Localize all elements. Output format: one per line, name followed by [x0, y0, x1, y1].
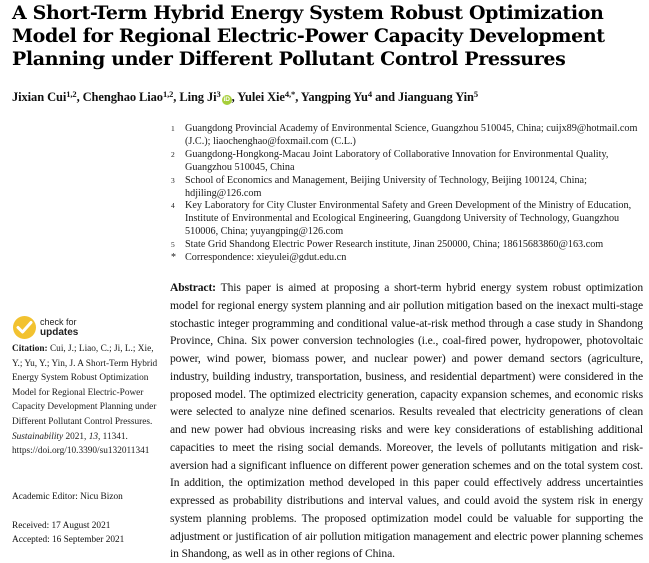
affiliation-text: Key Laboratory for City Cluster Environmental Safety and Green Development of the Ministry of Education, Institute of Environmental and Ecological Engineering, Guangdong University of Technology, Guangzhou 510006, China; yuyangping@126.com [185, 200, 632, 238]
check-for-updates-label [40, 318, 78, 337]
affiliation-text: State Grid Shandong Electric Power Research institute, Jinan 250000, China; 18615683860@163.com [185, 239, 604, 251]
correspondence-item [168, 252, 643, 265]
citation-journal: Sustainability [12, 431, 64, 442]
correspondence-text: Correspondence: xieyulei@gdut.edu.cn [185, 252, 347, 264]
affiliation-number: 4 [171, 201, 175, 211]
author-affiliation-sup: 1,2 [66, 89, 77, 99]
check-for-line: check for [40, 317, 77, 327]
citation-block [12, 342, 162, 459]
citation-label: Citation: [12, 344, 48, 354]
author-separator: , [295, 90, 301, 104]
author-name[interactable]: Jixian Cui [12, 90, 67, 104]
orcid-icon[interactable]: iD [223, 96, 230, 103]
academic-editor: Academic Editor: Nicu Bizon [12, 492, 123, 502]
citation-volume: 13 [88, 431, 99, 442]
affiliation-item [168, 239, 643, 252]
author-name[interactable]: Yangping Yu [300, 90, 368, 104]
author-affiliation-sup: 4,* [284, 89, 296, 99]
author-separator: , [173, 90, 180, 104]
citation-pages: , 11341. [98, 431, 128, 442]
abstract-text: This paper is aimed at proposing a short-term hybrid energy system robust optimization model for regional energy system planning and air pollution mitigation based on the inexact multi-stage stochastic integer programming and conditional value-at-risk method through a case study in Shandong Province, China. Six power conversion technologies (i.e., coal-fired power, hydropower, photovoltaic power, wind power, biomass power, and nuclear power) and power demand sectors (agriculture, industry, building industry, transportation, business, and residential department) were considered in the proposed model. The optimized electricity generation, capacity expansion schemes, and economic risks were selected to analyze nine defined scenarios. Results revealed that electricity generations of clean and new power had obvious increasing risks and were key considerations of establishing additional capacities to meet the rising social demands. Moreover, the levels of pollutants mitigation and risk-aversion had a significant influence on different power generation schemes and on the total system cost. In addition, the optimization method developed in this paper could effectively address uncertainties expressed as probability distributions and interval values, and could avoid the system risk in energy system planning problems. The proposed optimization model could be valuable for supporting the adjustment or justification of air pollution mitigation management and electric power planning schemes in Shandong, as well as in other regions of China. [170, 281, 643, 561]
affiliation-number: 3 [171, 175, 175, 185]
author-name[interactable]: Jianguang Yin [397, 90, 474, 104]
author-affiliation-sup: 1,2 [162, 89, 174, 99]
author-name[interactable]: Yulei Xie [237, 90, 285, 104]
affiliation-number: 5 [171, 240, 175, 250]
affiliation-item [168, 175, 643, 201]
author-separator: and [372, 90, 398, 104]
affiliation-item [168, 123, 643, 149]
author-name[interactable]: Chenghao Liao [82, 90, 163, 104]
affiliation-number: 2 [171, 149, 175, 159]
abstract-label: Abstract: [170, 281, 216, 294]
citation-text: Cui, J.; Liao, C.; Ji, L.; Xie, Y.; Yu, Y.; Yin, J. A Short-Term Hybrid Energy System Robust Optimization Model for Regional Electric-Power Capacity Development Planning under Different Pollutant Control Pressures. [12, 344, 158, 427]
affiliation-number: 1 [171, 124, 175, 133]
updates-line: updates [40, 326, 79, 338]
abstract-section [170, 279, 643, 563]
accepted-date: Accepted: 16 September 2021 [12, 535, 125, 545]
affiliation-text: School of Economics and Management, Beijing University of Technology, Beijing 100124, China; hdjiling@126.com [185, 174, 587, 199]
affiliations-list [168, 123, 643, 265]
doi-link[interactable]: https://doi.org/10.3390/su132011341 [12, 446, 150, 457]
author-affiliation-sup: 3 [216, 89, 221, 99]
citation-year: 2021, [63, 431, 89, 442]
author-separator: , [76, 90, 83, 104]
affiliation-text: Guangdong Provincial Academy of Environmental Science, Guangzhou 510045, China; cuijx89@hotmail.com (J.C.); liaochenghao@foxmail.com (C.L.) [185, 123, 638, 147]
affiliation-item [168, 149, 643, 175]
received-date: Received: 17 August 2021 [12, 521, 111, 531]
affiliation-item [168, 200, 643, 239]
paper-title: A Short-Term Hybrid Energy System Robust Optimization Model for Regional Electric-Power Capacity Development Planning under Different Pollutant Control Pressures [12, 2, 605, 70]
affiliation-text: Guangdong-Hongkong-Macau Joint Laboratory of Collaborative Innovation for Environmental Quality, Guangzhou 510045, China [185, 148, 609, 173]
author-list [12, 89, 642, 105]
author-separator: , [231, 90, 238, 104]
checkmark-icon [13, 316, 36, 339]
author-name[interactable]: Ling Ji [179, 90, 217, 104]
check-for-updates-button[interactable] [13, 316, 78, 339]
correspondence-marker: * [171, 252, 176, 264]
author-affiliation-sup: 5 [473, 89, 479, 99]
author-affiliation-sup: 4 [367, 89, 373, 99]
